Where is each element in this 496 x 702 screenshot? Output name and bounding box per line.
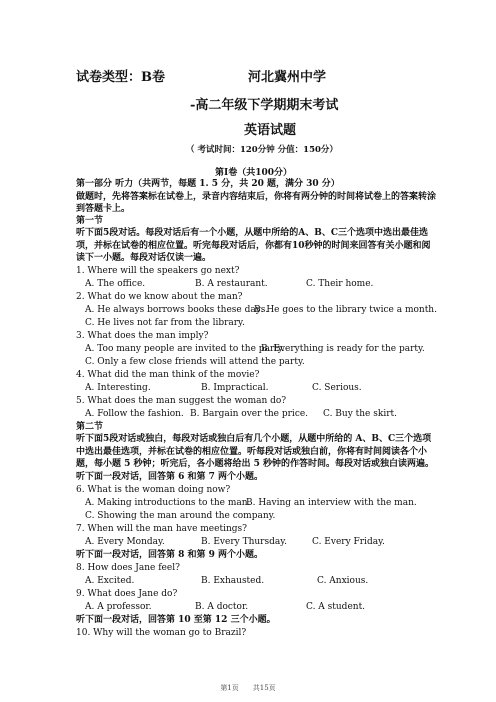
dialog-instruction: 听下面一段对话，回答第 8 和第 9 两个小题。 [76, 550, 264, 560]
section1-desc: 听下面5段对话。每段对话后有一个小题，从题中所给的A、B、C三个选项中选出最佳选 [76, 228, 429, 238]
question-stem: 9. What does Jane do? [76, 589, 178, 599]
question-stem: 3. What does the man imply? [76, 331, 209, 341]
option-a: A. He always borrows books these days. [85, 305, 269, 315]
paper-type: 试卷类型：B卷 [76, 70, 165, 85]
option-b: B. He goes to the library twice a month. [254, 305, 437, 315]
option-a: A. Making introductions to the man. [85, 498, 251, 508]
dialog-instruction: 听下面一段对话，回答第 6 和第 7 两个小题。 [76, 472, 264, 482]
page-footer: 第1页 共15页 [220, 684, 276, 692]
dialog-instruction: 听下面一段对话，回答第 10 至第 12 三个小题。 [76, 615, 276, 625]
section2-desc: 听下面5段对话或独白，每段对话或独白后有几个小题，从题中所给的 A、B、C三个选项 [76, 434, 432, 444]
question-stem: 8. How does Jane feel? [76, 563, 180, 573]
option-b: B. Bargain over the price. [190, 409, 309, 419]
instruction-line: 做题时，先将答案标在试卷上，录音内容结束后，你将有两分钟的时间将试卷上的答案转涂 [76, 192, 437, 202]
instruction-line: 到答题卡上。 [76, 204, 131, 214]
option-a: A. A professor. [85, 602, 152, 612]
exam-time-score: （ 考试时间：120分钟 分值：150分） [186, 145, 338, 155]
section2-desc: 中选出最佳选项，并标在试卷的相应位置。听每段对话或独白前，你将有时间阅读各个小 [76, 447, 428, 457]
option-c: C. Their home. [306, 279, 374, 289]
option-c: C. Buy the skirt. [323, 409, 397, 419]
option-c: C. Serious. [312, 383, 362, 393]
option-b: B. A doctor. [195, 602, 249, 612]
option-a: A. Interesting. [85, 383, 151, 393]
option-c: C. Anxious. [317, 576, 369, 586]
option-b: B. Impractical. [201, 383, 269, 393]
question-stem: 2. What do we know about the man? [76, 292, 243, 302]
question-stem: 1. Where will the speakers go next? [76, 266, 240, 276]
part1-title: 第一部分 听力（共两节，每题 1. 5 分，共 20 题，满分 30 分） [76, 179, 340, 189]
option-b: B. Everything is ready for the party. [261, 344, 425, 354]
option-c: C. A student. [306, 602, 366, 612]
option-a: A. Follow the fashion. [85, 409, 184, 419]
option-b: B. Exhausted. [201, 576, 265, 586]
question-stem: 4. What did the man think of the movie? [76, 370, 260, 380]
option-b: B. Every Thursday. [201, 537, 287, 547]
option-b: B. A restaurant. [195, 279, 268, 289]
option-a: A. Excited. [85, 576, 135, 586]
option-c: C. Showing the man around the company. [85, 511, 276, 521]
question-stem: 5. What does the man suggest the woman do? [76, 396, 287, 406]
option-a: A. The office. [85, 279, 146, 289]
section1-desc: 项，并标在试卷的相应位置。听完每段对话后，你都有10秒钟的时间来回答有关小题和阅 [76, 241, 431, 251]
subject-title: 英语试题 [244, 123, 297, 138]
section2-title: 第二节 [76, 422, 104, 432]
option-b: B. Having an interview with the man. [246, 498, 417, 508]
exam-title: -高二年级下学期期末考试 [190, 98, 339, 113]
option-c: C. Only a few close friends will attend the party. [85, 357, 305, 367]
question-stem: 6. What is the woman doing now? [76, 485, 231, 495]
question-stem: 7. When will the man have meetings? [76, 524, 247, 534]
section1-desc: 读下一小题。每段对话仅读一遍。 [76, 253, 212, 263]
option-c: C. He lives not far from the library. [85, 318, 245, 328]
section1-title: 第一节 [76, 216, 104, 226]
section2-desc: 题，每小题 5 秒钟；听完后，各小题将给出 5 秒钟的作答时间。每段对话或独白读两遍。 [76, 459, 435, 469]
option-c: C. Every Friday. [312, 537, 385, 547]
school-name: 河北冀州中学 [248, 70, 327, 85]
option-a: A. Too many people are invited to the party. [85, 344, 285, 354]
question-stem: 10. Why will the woman go to Brazil? [76, 628, 247, 638]
option-a: A. Every Monday. [85, 537, 165, 547]
volume-title: 第Ⅰ卷（共100分） [215, 168, 292, 178]
